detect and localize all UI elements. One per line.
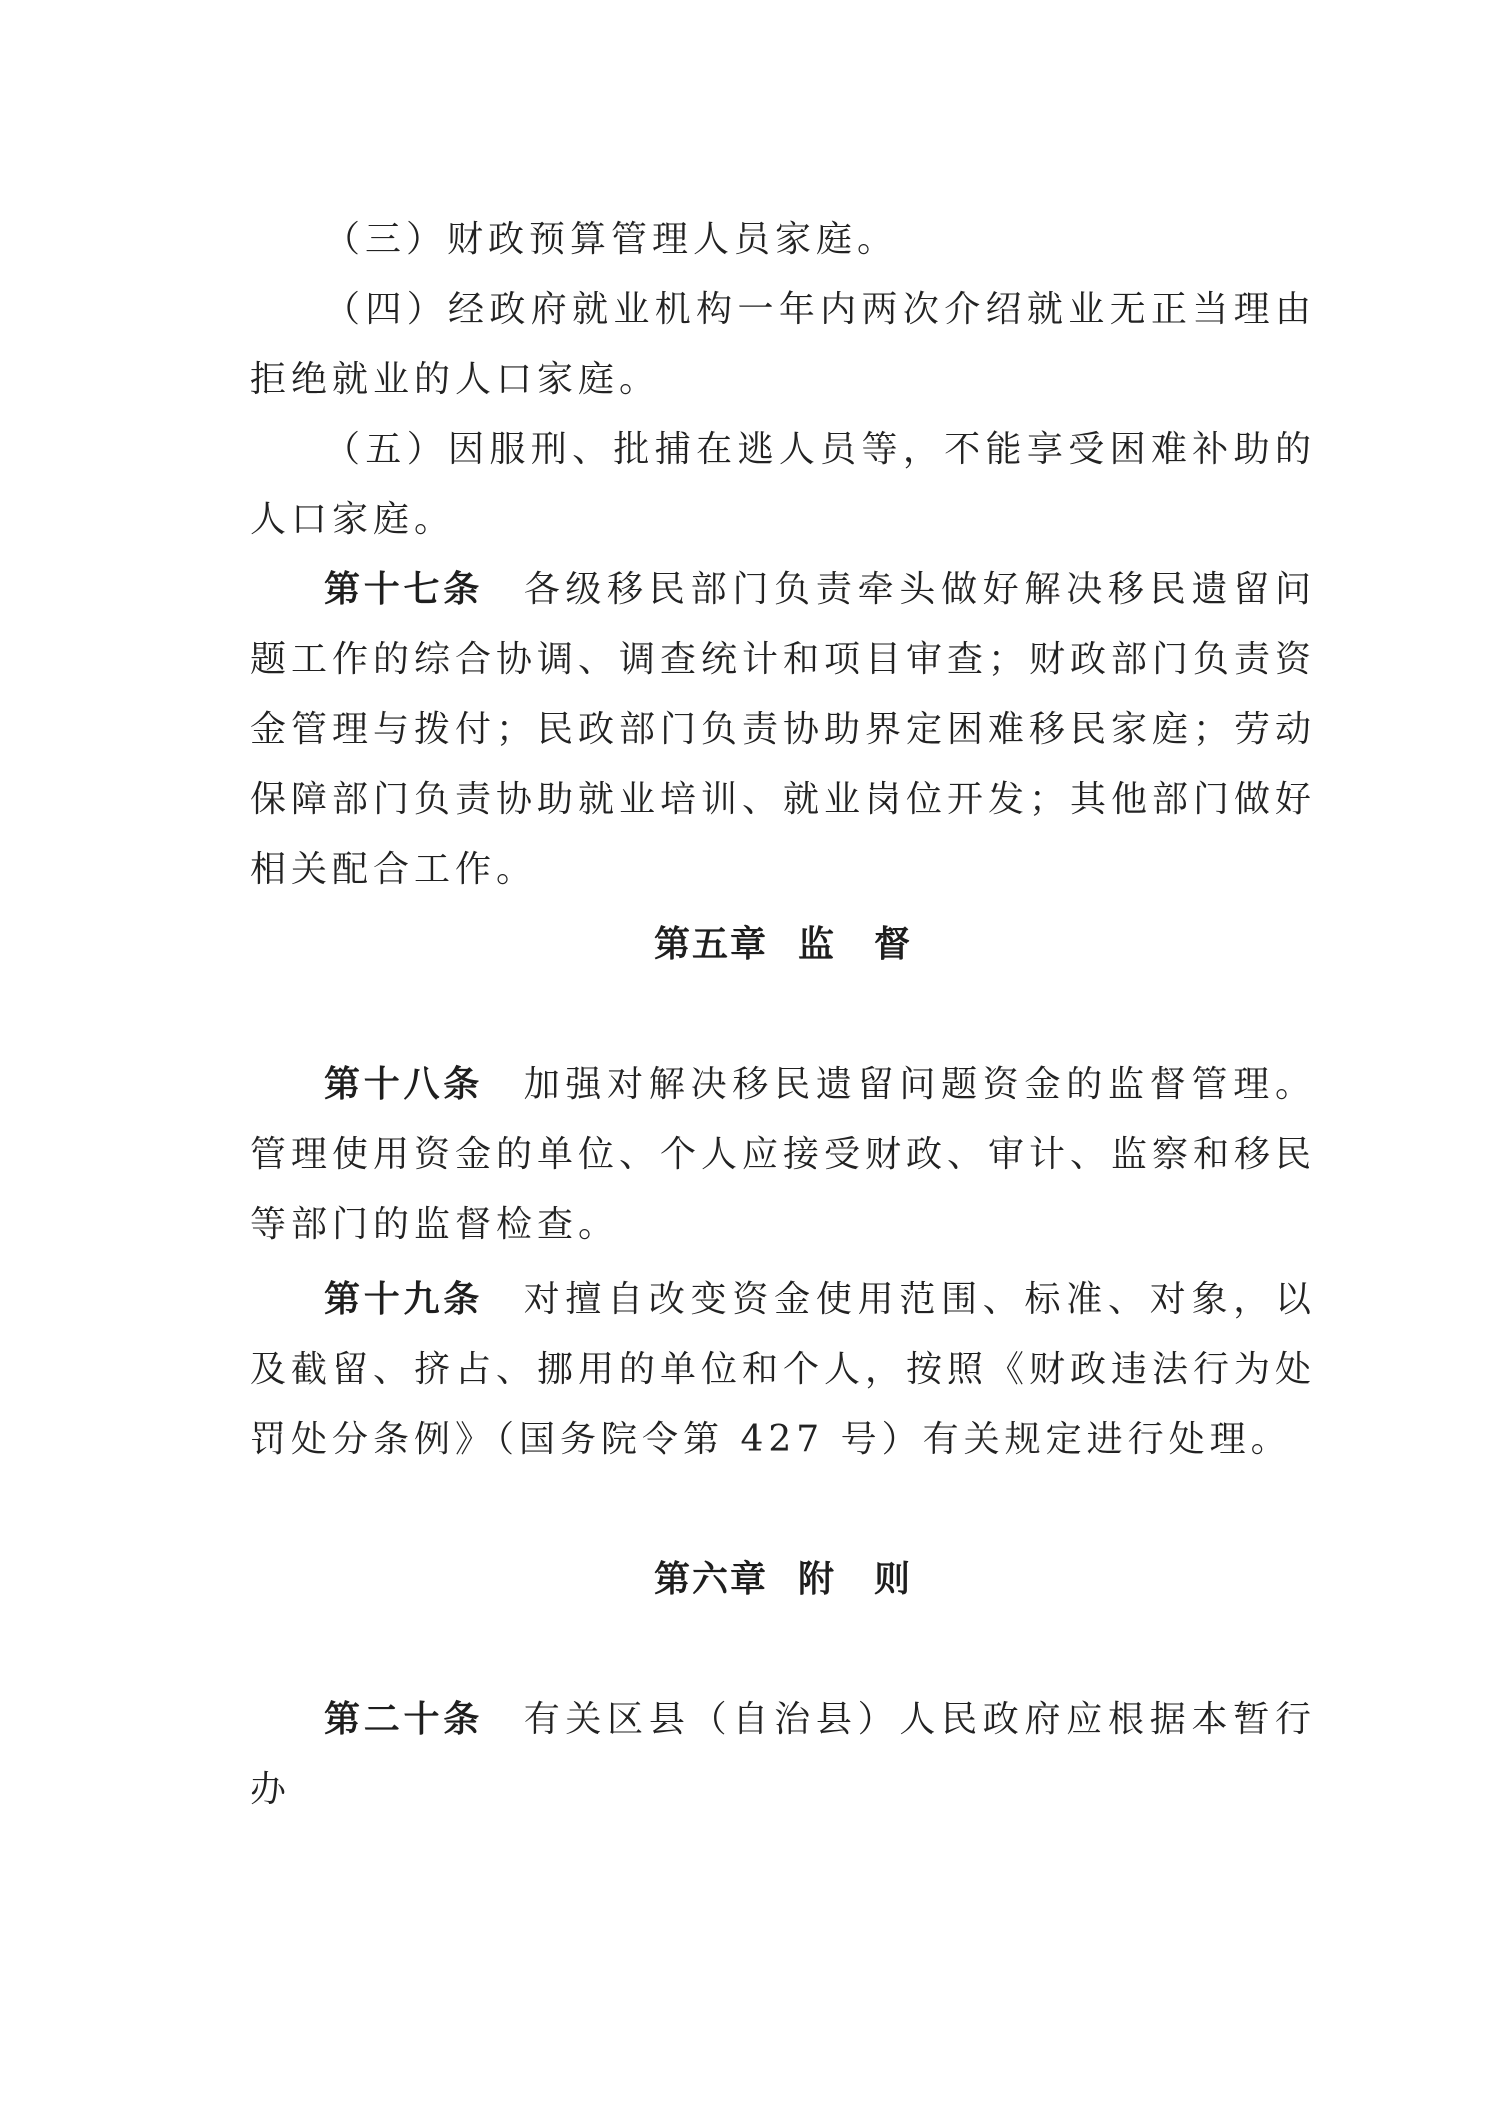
chapter-6-title: 附 则 (798, 1559, 913, 1600)
article-20-number: 第二十条 (324, 1699, 483, 1740)
article-17 (250, 555, 1316, 905)
article-17-text: 各级移民部门负责牵头做好解决移民遗留问题工作的综合协调、调查统计和项目审查；财政部门负责资金管理与拨付；民政部门负责协助界定困难移民家庭；劳动保障部门负责协助就业培训、就业岗位开发；其他部门做好相关配合工作。 (250, 569, 1317, 890)
article-19-text: 对擅自改变资金使用范围、标准、对象，以及截留、挤占、挪用的单位和个人，按照《财政违法行为处罚处分条例》（国务院令第 427 号）有关规定进行处理。 (250, 1279, 1317, 1460)
article-17-number: 第十七条 (324, 569, 483, 610)
chapter-5-title: 监 督 (798, 924, 913, 965)
article-20-text: 有关区县（自治县）人民政府应根据本暂行办 (250, 1699, 1316, 1810)
item-four (250, 275, 1316, 415)
article-19 (250, 1265, 1316, 1475)
article-20 (250, 1685, 1316, 1825)
article-18-number: 第十八条 (324, 1064, 483, 1105)
article-18-text: 加强对解决移民遗留问题资金的监督管理。管理使用资金的单位、个人应接受财政、审计、监察和移民等部门的监督检查。 (250, 1064, 1317, 1245)
item-five (250, 415, 1316, 555)
article-19-number: 第十九条 (324, 1279, 483, 1320)
chapter-6-heading (250, 1545, 1316, 1615)
chapter-6-number: 第六章 (653, 1559, 768, 1600)
chapter-5-number: 第五章 (653, 924, 768, 965)
item-five-text: （五）因服刑、批捕在逃人员等，不能享受困难补助的人口家庭。 (250, 429, 1316, 540)
item-three (250, 205, 1316, 275)
item-four-text: （四）经政府就业机构一年内两次介绍就业无正当理由拒绝就业的人口家庭。 (250, 289, 1316, 400)
item-three-text: （三）财政预算管理人员家庭。 (324, 219, 899, 260)
chapter-5-heading (250, 910, 1316, 980)
article-18 (250, 1050, 1316, 1260)
